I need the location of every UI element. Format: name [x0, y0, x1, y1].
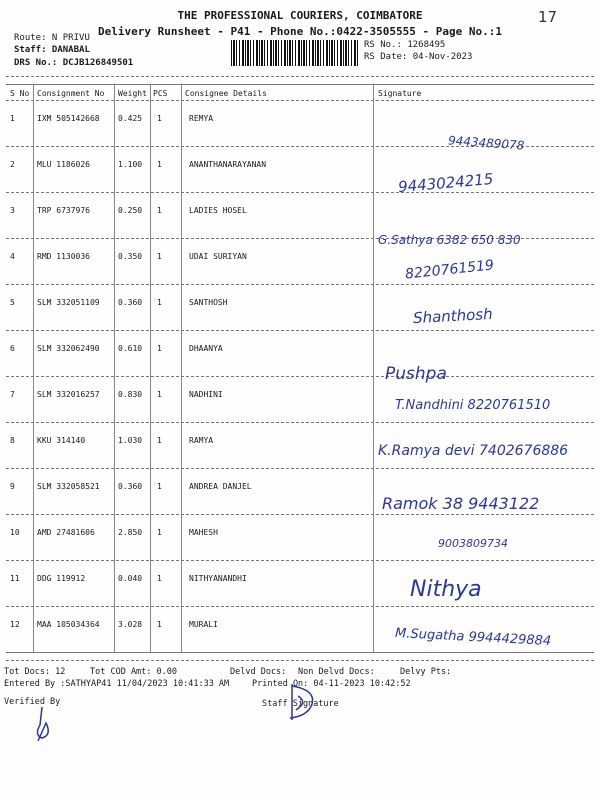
divider: [6, 84, 594, 85]
delivered-docs: Delvd Docs:: [230, 667, 287, 677]
cell-weight: 0.610: [118, 344, 143, 353]
row-divider: [6, 284, 594, 285]
row-divider: [6, 192, 594, 193]
signature-7: T.Nandhini 8220761510: [395, 398, 551, 413]
column-header-sno: S No: [10, 89, 30, 98]
handwritten-page-number: 17: [538, 8, 558, 26]
rs-number: RS No.: 1268495: [364, 40, 446, 50]
column-divider: [373, 84, 374, 652]
cell-consignee: SANTHOSH: [189, 298, 228, 307]
cell-weight: 1.030: [118, 436, 143, 445]
document-subtitle: Delivery Runsheet - P41 - Phone No.:0422-3505555 - Page No.:1: [98, 25, 502, 38]
cell-pcs: 1: [157, 344, 162, 353]
non-delivered-docs: Non Delvd Docs:: [298, 667, 375, 677]
verifier-signature-scribble: [28, 705, 58, 743]
cell-consignment-no: MAA 105034364: [37, 620, 100, 629]
divider: [6, 100, 594, 101]
cell-consignee: ANANTHANARAYANAN: [189, 160, 267, 169]
signature-5: Shanthosh: [412, 304, 494, 328]
row-divider: [6, 376, 594, 377]
cell-weight: 0.350: [118, 252, 143, 261]
column-header-consignee: Consignee Details: [185, 89, 267, 98]
cell-consignment-no: SLM 332058521: [37, 482, 100, 491]
delivery-points: Delvy Pts:: [400, 667, 452, 677]
signature-11: Nithya: [410, 577, 482, 602]
row-divider: [6, 560, 594, 561]
cell-weight: 1.100: [118, 160, 143, 169]
cell-weight: 0.360: [118, 298, 143, 307]
row-divider: [6, 660, 594, 661]
cell-sno: 4: [10, 252, 15, 261]
cell-consignee: NITHYANANDHI: [189, 574, 247, 583]
cell-consignment-no: MLU 1186026: [37, 160, 90, 169]
total-cod-amount: Tot COD Amt: 0.00: [90, 667, 177, 677]
staff-signature-scribble: [282, 680, 322, 725]
signature-8: K.Ramya devi 7402676886: [378, 443, 569, 459]
document-title: THE PROFESSIONAL COURIERS, COIMBATORE: [177, 9, 423, 22]
cell-pcs: 1: [157, 482, 162, 491]
cell-consignment-no: KKU 314140: [37, 436, 86, 445]
cell-sno: 7: [10, 390, 15, 399]
cell-sno: 10: [10, 528, 20, 537]
staff-label: Staff: DANABAL: [14, 45, 90, 55]
cell-pcs: 1: [157, 390, 162, 399]
column-divider: [33, 84, 34, 652]
cell-pcs: 1: [157, 298, 162, 307]
signature-2: 9443024215: [397, 169, 495, 197]
cell-consignee: MURALI: [189, 620, 218, 629]
cell-consignment-no: RMD 1130036: [37, 252, 90, 261]
cell-consignment-no: DDG 119912: [37, 574, 86, 583]
cell-sno: 2: [10, 160, 15, 169]
signature-4: 8220761519: [404, 257, 495, 283]
cell-weight: 0.830: [118, 390, 143, 399]
cell-consignee: RAMYA: [189, 436, 214, 445]
cell-weight: 0.360: [118, 482, 143, 491]
cell-sno: 5: [10, 298, 15, 307]
cell-consignee: UDAI SURIYAN: [189, 252, 247, 261]
cell-weight: 0.425: [118, 114, 143, 123]
cell-consignment-no: SLM 332051109: [37, 298, 100, 307]
cell-sno: 3: [10, 206, 15, 215]
drs-number: DRS No.: DCJB126849501: [14, 58, 134, 68]
row-divider: [6, 514, 594, 515]
cell-sno: 12: [10, 620, 20, 629]
cell-consignment-no: IXM 505142668: [37, 114, 100, 123]
cell-weight: 3.028: [118, 620, 143, 629]
signature-1: 9443489078: [447, 133, 525, 153]
row-divider: [6, 652, 594, 653]
cell-consignee: MAHESH: [189, 528, 218, 537]
signature-3: G.Sathya 6382 650 830: [378, 233, 521, 247]
cell-pcs: 1: [157, 528, 162, 537]
column-header-signature: Signature: [378, 89, 422, 98]
cell-consignee: DHAANYA: [189, 344, 223, 353]
entered-by: Entered By :SATHYAP41 11/04/2023 10:41:33 AM: [4, 679, 230, 689]
printed-on: Printed On: 04-11-2023 10:42:52: [252, 679, 411, 689]
rs-date: RS Date: 04-Nov-2023: [364, 52, 473, 62]
signature-10: 9003809734: [438, 537, 508, 550]
cell-sno: 9: [10, 482, 15, 491]
cell-consignee: NADHINI: [189, 390, 223, 399]
cell-weight: 0.040: [118, 574, 143, 583]
verified-by-label: Verified By: [4, 697, 61, 707]
staff-signature-label: Staff Signature: [262, 699, 339, 709]
total-docs: Tot Docs: 12: [4, 667, 66, 677]
cell-weight: 2.850: [118, 528, 143, 537]
divider: [6, 76, 594, 77]
row-divider: [6, 422, 594, 423]
column-header-consignment: Consignment No: [37, 89, 105, 98]
cell-pcs: 1: [157, 620, 162, 629]
cell-consignment-no: TRP 6737976: [37, 206, 90, 215]
cell-sno: 8: [10, 436, 15, 445]
signature-6: Pushpa: [385, 364, 447, 384]
cell-consignee: ANDREA DANJEL: [189, 482, 252, 491]
cell-weight: 0.250: [118, 206, 143, 215]
signature-12: M.Sugatha 9944429884: [394, 625, 552, 650]
cell-pcs: 1: [157, 160, 162, 169]
signature-9: Ramok 38 9443122: [382, 494, 540, 513]
column-header-weight: Weight: [118, 89, 147, 98]
cell-sno: 1: [10, 114, 15, 123]
cell-sno: 11: [10, 574, 20, 583]
cell-pcs: 1: [157, 114, 162, 123]
cell-sno: 6: [10, 344, 15, 353]
column-divider: [181, 84, 182, 652]
row-divider: [6, 330, 594, 331]
cell-consignment-no: AMD 27481606: [37, 528, 95, 537]
cell-consignment-no: SLM 332062490: [37, 344, 100, 353]
cell-consignee: REMYA: [189, 114, 214, 123]
column-divider: [150, 84, 151, 652]
route-label: Route: N PRIVU: [14, 33, 90, 43]
cell-pcs: 1: [157, 252, 162, 261]
cell-pcs: 1: [157, 574, 162, 583]
cell-pcs: 1: [157, 436, 162, 445]
cell-consignment-no: SLM 332016257: [37, 390, 100, 399]
row-divider: [6, 606, 594, 607]
row-divider: [6, 468, 594, 469]
barcode: [231, 40, 359, 66]
cell-pcs: 1: [157, 206, 162, 215]
column-header-pcs: PCS: [153, 89, 168, 98]
column-divider: [114, 84, 115, 652]
cell-consignee: LADIES HOSEL: [189, 206, 247, 215]
